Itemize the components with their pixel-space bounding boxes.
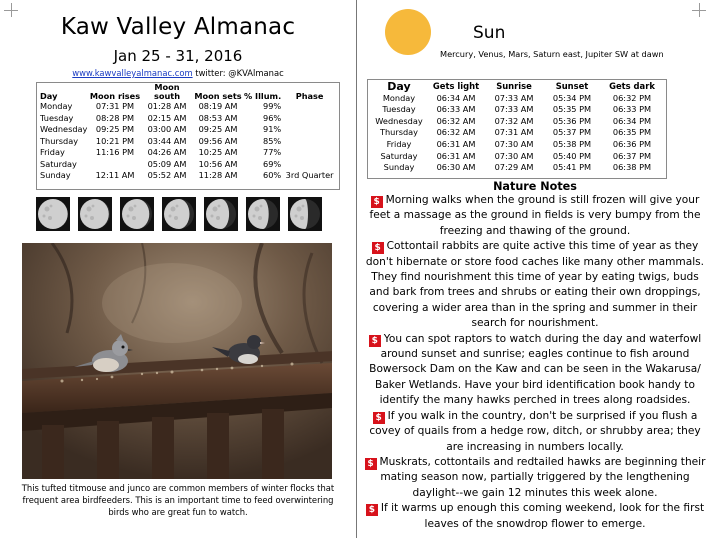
- sun-sunrise: 07:33 AM: [494, 92, 534, 103]
- moon-phase: 3rd Quarter: [285, 170, 334, 180]
- moon-illum: 77%: [262, 147, 282, 157]
- moon-col-day: Day: [40, 91, 58, 101]
- moon-crater: [302, 204, 305, 207]
- bird-photo-image: [22, 243, 332, 479]
- sun-sunrise: 07:30 AM: [494, 138, 534, 149]
- moon-phase-graphic: [289, 198, 321, 230]
- moon-rise: 11:16 PM: [95, 147, 135, 157]
- moon-row: [40, 170, 338, 182]
- moon-crater: [127, 214, 130, 217]
- moon-day: Tuesday: [40, 112, 74, 123]
- moon-set: 10:56 AM: [198, 158, 238, 169]
- moon-phase-icon: [78, 197, 112, 231]
- moon-crater: [171, 206, 176, 211]
- moon-rise: 12:11 AM: [95, 170, 135, 180]
- sun-table: [371, 81, 663, 174]
- moon-crater: [43, 214, 46, 217]
- sun-sunrise: 07:31 AM: [494, 127, 534, 138]
- nature-note: [360, 501, 710, 532]
- sun-sunset: 05:37 PM: [552, 127, 592, 138]
- moon-crater: [90, 216, 94, 220]
- nature-note: [360, 193, 710, 239]
- moon-crater: [255, 206, 260, 211]
- planets-line: Mercury, Venus, Mars, Saturn east, Jupiter SW at dawn: [440, 49, 664, 59]
- moon-illum: 96%: [262, 112, 282, 123]
- sun-gets-light: 06:30 AM: [436, 162, 476, 173]
- moon-day: Wednesday: [40, 124, 88, 134]
- moon-phase: [281, 113, 338, 125]
- nature-note-text: You can spot raptors to watch during the day and waterfowl around sunset and sunrise; eagles continue to fish around Bowersock Dam on the Kaw and can be seen in the Wakarusa/ Baker Wetlands. Have your bird identification book handy to identify the many hawks perched in trees along roadsides.: [369, 332, 702, 407]
- moon-crater: [134, 204, 137, 207]
- moon-south: 05:09 AM: [147, 158, 187, 169]
- moon-rise: 08:28 PM: [95, 112, 135, 123]
- moon-phase-strip: [36, 195, 322, 232]
- moon-crater: [87, 206, 92, 211]
- moon-crater: [50, 204, 53, 207]
- moon-south: 03:00 AM: [147, 124, 187, 134]
- sun-row: [371, 104, 663, 116]
- nature-note: [360, 455, 710, 501]
- moon-lit-area: [80, 199, 109, 229]
- moon-col-south: [142, 83, 192, 101]
- moon-lit-area: [164, 199, 190, 229]
- sun-sunrise: 07:33 AM: [494, 104, 534, 115]
- moon-crater: [132, 216, 136, 220]
- sun-day: Wednesday: [375, 115, 423, 126]
- sun-day: Saturday: [380, 150, 418, 161]
- sun-sunset: 05:41 PM: [552, 162, 592, 173]
- moon-phase: [281, 136, 338, 148]
- moon-rise: 09:25 PM: [95, 124, 135, 134]
- moon-phase-icon: [36, 197, 70, 231]
- nature-note: [360, 239, 710, 331]
- moon-crater: [129, 206, 134, 211]
- moon-phase-graphic: [247, 198, 279, 230]
- moon-phase-graphic: [205, 198, 237, 230]
- moon-crater: [216, 216, 220, 220]
- moon-day: Thursday: [40, 135, 79, 146]
- twitter-handle: twitter: @KVAlmanac: [195, 68, 284, 78]
- sun-col-day: Day: [387, 80, 411, 94]
- sun-sunset: 05:40 PM: [552, 150, 592, 161]
- sun-sunrise: 07:30 AM: [494, 150, 534, 161]
- moon-phase: [281, 101, 338, 113]
- note-bullet-icon: $: [369, 335, 381, 347]
- date-range: Jan 25 - 31, 2016: [113, 47, 243, 65]
- sun-gets-dark: 06:38 PM: [612, 162, 652, 173]
- website-link[interactable]: www.kawvalleyalmanac.com: [72, 68, 193, 78]
- column-divider: [356, 0, 357, 538]
- sun-row: [371, 151, 663, 163]
- moon-phase-icon: [162, 197, 196, 231]
- moon-phase-icon: [120, 197, 154, 231]
- moon-south: 02:15 AM: [147, 112, 187, 123]
- moon-phase-icon: [246, 197, 280, 231]
- sun-row: [371, 162, 663, 174]
- moon-crater: [85, 214, 88, 217]
- sun-col-rise: Sunrise: [496, 81, 532, 92]
- nature-note: [360, 332, 710, 409]
- nature-note-text: If it warms up enough this coming weekend, look for the first leaves of the snowdrop flower to emerge.: [380, 502, 705, 530]
- note-bullet-icon: $: [373, 412, 385, 424]
- sun-sunset: 05:35 PM: [552, 104, 592, 115]
- moon-row: [40, 136, 338, 148]
- moon-set: 08:19 AM: [198, 101, 238, 111]
- moon-rise: 10:21 PM: [95, 135, 135, 146]
- sun-gets-light: 06:34 AM: [436, 92, 476, 103]
- moon-set: 08:53 AM: [198, 112, 238, 123]
- photo-caption: This tufted titmouse and junco are common members of winter flocks that frequent area birdfeeders. This is an important time to feed overwintering birds who are great fun to watch.: [21, 483, 335, 517]
- moon-crater: [253, 214, 256, 217]
- moon-illum: 99%: [262, 101, 282, 111]
- moon-col-rises: Moon rises: [89, 91, 141, 101]
- crop-mark: [699, 3, 700, 17]
- moon-crater: [176, 204, 179, 207]
- moon-phase-icon: [288, 197, 322, 231]
- sun-gets-dark: 06:36 PM: [612, 138, 652, 149]
- sun-icon: [385, 9, 431, 55]
- moon-day: Friday: [40, 147, 65, 157]
- moon-illum: 85%: [262, 135, 282, 146]
- moon-day: Sunday: [40, 170, 71, 180]
- moon-rise: 07:31 PM: [95, 101, 135, 111]
- moon-south: 03:44 AM: [147, 135, 187, 146]
- moon-crater: [300, 216, 304, 220]
- nature-note-text: Muskrats, cottontails and redtailed hawks are beginning their mating season now, partially triggered by the lengthening daylight--we gain 12 minutes this week alone.: [379, 455, 706, 499]
- sun-col-light: Gets light: [432, 81, 480, 92]
- sun-sunset: 05:36 PM: [552, 115, 592, 126]
- moon-phase-graphic: [79, 198, 111, 230]
- sun-sunset: 05:38 PM: [552, 138, 592, 149]
- moon-set: 11:28 AM: [198, 170, 238, 180]
- moon-lit-area: [248, 199, 269, 229]
- note-bullet-icon: $: [365, 458, 377, 470]
- moon-row: [40, 124, 338, 136]
- sun-row: [371, 116, 663, 128]
- moon-col-phase: Phase: [295, 91, 324, 101]
- sun-day: Friday: [386, 138, 412, 149]
- almanac-title: Kaw Valley Almanac: [60, 14, 296, 40]
- moon-phase-graphic: [163, 198, 195, 230]
- sun-sunset: 05:34 PM: [552, 92, 592, 103]
- sun-gets-dark: 06:37 PM: [612, 150, 652, 161]
- note-bullet-icon: $: [366, 504, 378, 516]
- note-bullet-icon: $: [372, 242, 384, 254]
- sun-gets-dark: 06:33 PM: [612, 104, 652, 115]
- sun-day: Tuesday: [382, 104, 416, 115]
- moon-day: Monday: [40, 101, 73, 111]
- sun-gets-light: 06:32 AM: [436, 115, 476, 126]
- nature-note-text: Morning walks when the ground is still frozen will give your feet a massage as the ground in fields is very bumpy from the freezing and thawing of the ground.: [369, 194, 701, 237]
- sun-gets-dark: 06:35 PM: [612, 127, 652, 138]
- moon-crater: [169, 214, 172, 217]
- sun-table-body: [371, 93, 663, 174]
- moon-illum: 69%: [262, 158, 282, 169]
- moon-day: Saturday: [40, 158, 77, 169]
- moon-crater: [174, 216, 178, 220]
- moon-table-body: [40, 101, 338, 182]
- sun-gets-light: 06:33 AM: [436, 104, 476, 115]
- sun-gets-dark: 06:34 PM: [612, 115, 652, 126]
- moon-phase-graphic: [37, 198, 69, 230]
- sun-row: [371, 127, 663, 139]
- moon-crater: [295, 214, 298, 217]
- moon-row: [40, 159, 338, 171]
- moon-illum: 60%: [262, 170, 282, 180]
- moon-set: 09:25 AM: [198, 124, 238, 134]
- moon-crater: [211, 214, 214, 217]
- moon-phase: [281, 147, 338, 159]
- moon-crater: [258, 216, 262, 220]
- moon-col-sets: Moon sets: [194, 91, 242, 101]
- moon-table: [40, 83, 338, 182]
- moon-phase-icon: [204, 197, 238, 231]
- sun-col-set: Sunset: [555, 81, 589, 92]
- moon-illum: 91%: [262, 124, 282, 134]
- moon-phase: [281, 124, 338, 136]
- moon-crater: [48, 216, 52, 220]
- sun-sunrise: 07:32 AM: [494, 115, 534, 126]
- sun-gets-dark: 06:32 PM: [612, 92, 652, 103]
- sun-row: [371, 93, 663, 105]
- moon-crater: [297, 206, 302, 211]
- sun-gets-light: 06:32 AM: [436, 127, 476, 138]
- moon-lit-area: [122, 199, 149, 229]
- moon-crater: [92, 204, 95, 207]
- moon-row: [40, 101, 338, 113]
- moon-crater: [45, 206, 50, 211]
- sun-row: [371, 139, 663, 151]
- moon-row: [40, 113, 338, 125]
- sun-gets-light: 06:31 AM: [436, 150, 476, 161]
- website-line: [0, 68, 356, 78]
- moon-phase: [281, 159, 338, 171]
- moon-south: 01:28 AM: [147, 101, 187, 111]
- sun-day: Sunday: [383, 162, 415, 173]
- nature-note: [360, 409, 710, 455]
- moon-row: [40, 147, 338, 159]
- moon-set: 09:56 AM: [198, 135, 238, 146]
- nature-note-text: Cottontail rabbits are quite active this time of year as they don't hibernate or store food caches like many other mammals. They find nourishment this time of year by eating twigs, buds and bark from trees and shrubs or eating their own droppings, covering a wider area than in the spring and summer in their search for nourishment.: [365, 240, 705, 330]
- moon-south: 04:26 AM: [147, 147, 187, 157]
- moon-lit-area: [290, 199, 308, 229]
- moon-crater: [260, 204, 263, 207]
- sun-sunrise: 07:29 AM: [494, 162, 534, 173]
- moon-col-illum: % Illum.: [244, 91, 282, 101]
- moon-col-south-top: Moon: [154, 82, 180, 92]
- moon-crater: [213, 206, 218, 211]
- moon-col-south-bottom: south: [153, 91, 181, 101]
- sun-gets-light: 06:31 AM: [436, 138, 476, 149]
- nature-note-text: If you walk in the country, don't be surprised if you flush a covey of quails from a hedge row, ditch, or shrubby area; they are increasing in numbers locally.: [369, 409, 701, 453]
- sun-day: Monday: [382, 92, 416, 103]
- moon-lit-area: [206, 199, 229, 229]
- moon-rise: [88, 159, 142, 171]
- moon-lit-area: [38, 199, 68, 229]
- sun-title: Sun: [473, 23, 506, 43]
- bird-photo: [22, 243, 332, 479]
- note-bullet-icon: $: [371, 196, 383, 208]
- moon-south: 05:52 AM: [147, 170, 187, 180]
- nature-notes-heading: Nature Notes: [493, 180, 577, 193]
- moon-set: 10:25 AM: [198, 147, 238, 157]
- nature-notes-list: [360, 193, 710, 532]
- moon-phase-graphic: [121, 198, 153, 230]
- sun-col-dark: Gets dark: [609, 81, 655, 92]
- sun-day: Thursday: [379, 127, 419, 138]
- moon-crater: [218, 204, 221, 207]
